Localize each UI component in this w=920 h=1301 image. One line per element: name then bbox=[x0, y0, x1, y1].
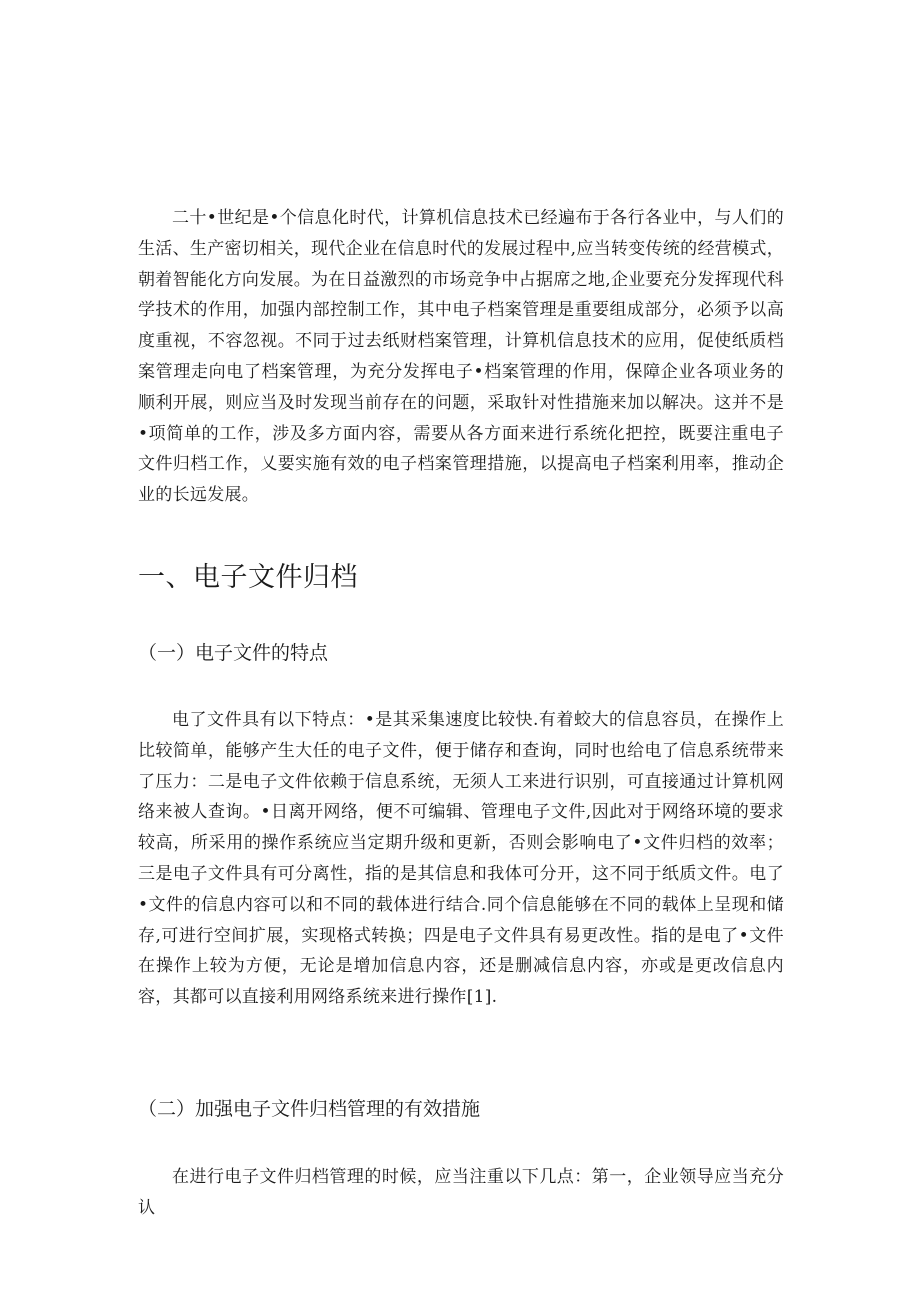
section-heading-electronic-file-archiving: 一、电子文件归档 bbox=[138, 562, 358, 593]
characteristics-paragraph: 电了文件具有以下特点：•是其采集速度比较快.有着蛟大的信息容员，在操作上比较简单，能够产生大任的电子文件，便于储存和查询，同时也给电了信息系统带来了压力：二是电子文件依赖于信息系统，无须人工来进行识别，可直接通过计算机网络来被人查询。•日离开网络，便不可编辑、管理电子文件,因此对于网络环境的要求较高，所采用的操作系统应当定期升级和更新，否则会影响电了•文件归档的效率；三是电子文件具有可分离性，指的是其信息和我体可分开，这不同于纸质文件。电了•文件的信息内容可以和不同的载体进行结合.同个信息能够在不同的载体上呈现和储存,可进行空间扩展，实现格式转换；四是电子文件具有易更改性。指的是电了•文件在操作上较为方便，无论是增加信息内容，还是删减信息内容，亦或是更改信息内容，其都可以直接利用网络系统来进行操作[1]. bbox=[138, 710, 784, 1008]
intro-paragraph: 二十•世纪是•个信息化时代，计算机信息技术已经遍布于各行各业中，与人们的生活、生产密切相关，现代企业在信息时代的发展过程中,应当转变传统的经营模式，朝着智能化方向发展。为在日益激烈的市场竞争中占据席之地,企业要充分发挥现代科学技术的作用，加强内部控制工作，其中电子档案管理是重要组成部分，必须予以高度重视，不容忽视。不同于过去纸财档案管理，计算机信息技术的应用，促使纸质档案管理走向电了档案管理，为充分发挥电子•档案管理的作用，保障企业各项业务的顺利开展，则应当及时发现当前存在的问题，采取针对性措施来加以解决。这并不是•项简单的工作，涉及多方面内容，需要从各方面来进行系统化把控，既要注重电子文件归档工作，乂要实施有效的电子档案管理措施，以提高电子档案利用率，推动企业的长远发展。 bbox=[138, 208, 784, 506]
measures-paragraph: 在进行电子文件归档管理的时候，应当注重以下几点：第一，企业领导应当充分认 bbox=[138, 1167, 784, 1218]
subsection-heading-effective-measures: （二）加强电子文件归档管理的有效措施 bbox=[138, 1098, 481, 1120]
subsection-heading-characteristics: （一）电子文件的特点 bbox=[138, 642, 329, 664]
